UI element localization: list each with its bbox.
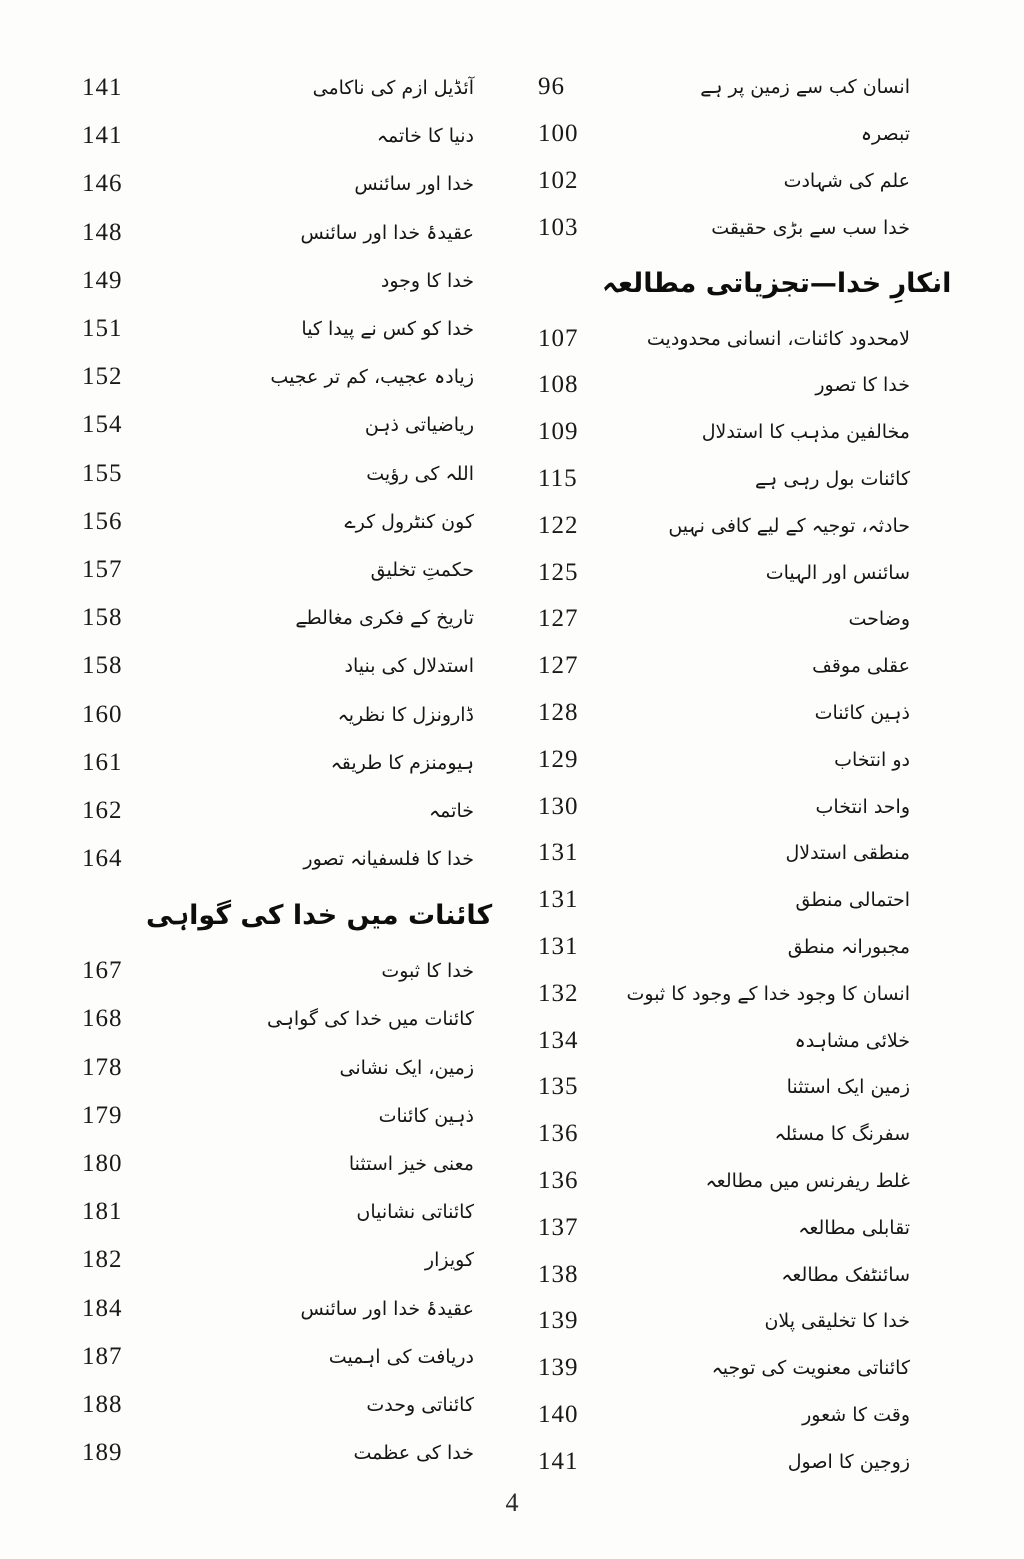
entry-title: عقیدۂ خدا اور سائنس <box>300 221 474 244</box>
toc-entry <box>82 739 474 787</box>
entry-title: مخالفین مذہب کا استدلال <box>701 421 910 444</box>
entry-title: کائناتی نشانیاں <box>356 1201 474 1224</box>
entry-page-number: 168 <box>82 1005 123 1033</box>
toc-entry <box>82 209 474 257</box>
entry-page-number: 129 <box>538 745 579 773</box>
entry-page-number: 155 <box>82 459 123 487</box>
entry-title: زوجین کا اصول <box>787 1450 910 1473</box>
entry-title: حادثہ، توجیہ کے لیے کافی نہیں <box>668 514 910 537</box>
toc-entry <box>538 924 910 971</box>
entry-page-number: 182 <box>82 1246 123 1274</box>
footer-page-number: 4 <box>505 1488 519 1517</box>
entry-title: دنیا کا خاتمہ <box>376 125 474 148</box>
toc-entry <box>538 596 910 643</box>
entry-page-number: 149 <box>82 266 123 294</box>
toc-entry <box>82 401 474 449</box>
entry-title: کائنات بول رہی ہے <box>755 467 910 490</box>
entry-title: تاریخ کے فکری مغالطے <box>295 607 474 630</box>
entry-page-number: 136 <box>538 1120 579 1148</box>
toc-entry <box>82 1044 474 1092</box>
section-heading-title: انکارِ خدا—تجزیاتی مطالعہ <box>602 267 952 299</box>
entry-page-number: 127 <box>538 652 579 680</box>
toc-entry <box>538 1345 910 1392</box>
entry-page-number: 146 <box>82 170 123 198</box>
entry-title: وقت کا شعور <box>802 1403 910 1426</box>
entry-page-number: 162 <box>82 796 123 824</box>
toc-entry <box>82 305 474 353</box>
entry-title: ریاضیاتی ذہن <box>364 414 474 437</box>
toc-entry <box>82 1333 474 1381</box>
entry-page-number: 136 <box>538 1166 579 1194</box>
entry-title: دریافت کی اہمیت <box>328 1345 474 1368</box>
toc-entry <box>82 450 474 498</box>
toc-entry <box>538 1438 910 1485</box>
toc-entry <box>82 160 474 208</box>
entry-page-number: 107 <box>538 324 579 352</box>
entry-title: خدا کا تصور <box>815 374 910 397</box>
entry-page-number: 108 <box>538 371 579 399</box>
toc-entry <box>82 594 474 642</box>
entry-page-number: 156 <box>82 507 123 535</box>
entry-page-number: 167 <box>82 957 123 985</box>
entry-title: انسان کب سے زمین پر ہے <box>700 76 910 99</box>
toc-section-heading <box>82 883 493 947</box>
entry-page-number: 152 <box>82 363 123 391</box>
entry-page-number: 128 <box>538 698 579 726</box>
entry-title: تبصرہ <box>860 123 910 146</box>
entry-title: اللہ کی رؤیت <box>366 462 474 485</box>
entry-page-number: 130 <box>538 792 579 820</box>
entry-page-number: 131 <box>538 886 579 914</box>
toc-entry <box>538 830 910 877</box>
entry-title: کائناتی معنویت کی توجیہ <box>711 1357 910 1380</box>
entry-page-number: 137 <box>538 1213 579 1241</box>
toc-entry <box>82 112 474 160</box>
entry-title: حکمتِ تخلیق <box>370 558 474 581</box>
entry-page-number: 138 <box>538 1260 579 1288</box>
toc-entry <box>82 1188 474 1236</box>
entry-title: خدا اور سائنس <box>354 173 474 196</box>
toc-entry <box>82 1429 474 1477</box>
toc-entry <box>538 1017 910 1064</box>
toc-entry <box>82 1236 474 1284</box>
entry-title: خدا کو کس نے پیدا کیا <box>301 318 474 341</box>
entry-title: غلط ریفرنس میں مطالعہ <box>705 1169 910 1192</box>
entry-page-number: 157 <box>82 555 123 583</box>
section-heading-title: کائنات میں خدا کی گواہی <box>146 899 493 931</box>
toc-entry <box>538 643 910 690</box>
entry-page-number: 134 <box>538 1026 579 1054</box>
toc-entry <box>538 1298 910 1345</box>
entry-title: استدلال کی بنیاد <box>344 655 474 678</box>
toc-entry <box>538 736 910 783</box>
entry-page-number: 96 <box>538 73 565 101</box>
entry-title: آئڈیل ازم کی ناکامی <box>312 77 474 100</box>
entry-title: خدا کا وجود <box>380 269 474 292</box>
entry-title: سائنس اور الہیات <box>765 561 910 584</box>
entry-title: ذہین کائنات <box>814 701 910 724</box>
entry-page-number: 102 <box>538 166 579 194</box>
toc-entry <box>82 257 474 305</box>
toc-entry <box>538 549 910 596</box>
entry-title: کویزار <box>424 1249 474 1272</box>
entry-title: زمین ایک استثنا <box>786 1076 910 1099</box>
entry-title: خدا کا تخلیقی پلان <box>764 1310 910 1333</box>
entry-title: مجبورانہ منطق <box>787 935 910 958</box>
entry-title: خدا کا ثبوت <box>381 960 474 983</box>
entry-page-number: 179 <box>82 1101 123 1129</box>
toc-entry <box>82 1381 474 1429</box>
entry-title: منطقی استدلال <box>785 842 910 865</box>
entry-title: خدا کا فلسفیانہ تصور <box>303 848 474 871</box>
entry-title: تقابلی مطالعہ <box>798 1216 910 1239</box>
toc-entry <box>538 1392 910 1439</box>
entry-page-number: 100 <box>538 120 579 148</box>
entry-title: لامحدود کائنات، انسانی محدودیت <box>646 327 910 350</box>
entry-title: خاتمہ <box>429 799 474 822</box>
entry-title: ذہین کائنات <box>378 1104 474 1127</box>
entry-title: معنی خیز استثنا <box>348 1153 474 1176</box>
entry-title: کائناتی وحدت <box>366 1393 474 1416</box>
toc-entry <box>82 835 474 883</box>
toc-entry <box>538 1064 910 1111</box>
toc-column-left <box>82 64 493 1477</box>
toc-entry <box>538 1158 910 1205</box>
entry-title: کون کنٹرول کرے <box>344 510 474 533</box>
entry-title: عقلی موقف <box>812 655 910 678</box>
toc-entry <box>538 783 910 830</box>
toc-entry <box>538 111 910 158</box>
entry-page-number: 154 <box>82 411 123 439</box>
entry-page-number: 125 <box>538 558 579 586</box>
entry-page-number: 151 <box>82 315 123 343</box>
entry-page-number: 178 <box>82 1053 123 1081</box>
toc-entry <box>538 456 910 503</box>
entry-title: خدا کی عظمت <box>353 1442 474 1465</box>
entry-page-number: 141 <box>82 122 123 150</box>
entry-title: ڈارونزل کا نظریہ <box>337 703 474 726</box>
toc-entry <box>538 690 910 737</box>
entry-title: احتمالی منطق <box>795 889 910 912</box>
toc-entry <box>82 64 474 112</box>
toc-entry <box>82 787 474 835</box>
entry-page-number: 148 <box>82 218 123 246</box>
entry-page-number: 141 <box>538 1447 579 1475</box>
entry-page-number: 180 <box>82 1150 123 1178</box>
toc-column-right <box>538 64 952 1485</box>
entry-page-number: 131 <box>538 932 579 960</box>
toc-entry <box>82 642 474 690</box>
entry-page-number: 187 <box>82 1342 123 1370</box>
toc-entry <box>538 502 910 549</box>
entry-title: زیادہ عجیب، کم تر عجیب <box>270 366 474 389</box>
entry-page-number: 115 <box>538 464 578 492</box>
toc-entry <box>538 970 910 1017</box>
entry-page-number: 139 <box>538 1354 579 1382</box>
entry-page-number: 164 <box>82 845 123 873</box>
toc-entry <box>538 1204 910 1251</box>
toc-entry <box>82 353 474 401</box>
toc-entry <box>82 546 474 594</box>
toc-entry <box>538 409 910 456</box>
toc-entry <box>82 690 474 738</box>
entry-page-number: 181 <box>82 1198 123 1226</box>
entry-title: خدا سب سے بڑی حقیقت <box>711 216 910 239</box>
toc-entry <box>538 877 910 924</box>
entry-title: علم کی شہادت <box>783 169 910 192</box>
toc-entry <box>82 1140 474 1188</box>
entry-title: سائنٹفک مطالعہ <box>781 1263 910 1286</box>
toc-entry <box>538 1251 910 1298</box>
entry-page-number: 158 <box>82 652 123 680</box>
entry-title: خلائی مشاہدہ <box>794 1029 910 1052</box>
entry-page-number: 122 <box>538 511 579 539</box>
toc-entry <box>538 64 910 111</box>
toc-entry <box>538 158 910 205</box>
entry-title: دو انتخاب <box>834 748 910 771</box>
entry-page-number: 103 <box>538 213 579 241</box>
entry-page-number: 140 <box>538 1400 579 1428</box>
entry-title: زمین، ایک نشانی <box>339 1056 474 1079</box>
entry-page-number: 132 <box>538 979 579 1007</box>
entry-page-number: 158 <box>82 604 123 632</box>
entry-page-number: 189 <box>82 1439 123 1467</box>
toc-entry <box>82 1285 474 1333</box>
entry-page-number: 135 <box>538 1073 579 1101</box>
entry-title: سفرنگ کا مسئلہ <box>774 1123 910 1146</box>
toc-entry <box>82 947 474 995</box>
entry-page-number: 109 <box>538 418 579 446</box>
entry-page-number: 184 <box>82 1294 123 1322</box>
toc-entry <box>82 995 474 1043</box>
entry-page-number: 188 <box>82 1390 123 1418</box>
toc-entry <box>538 315 910 362</box>
toc-entry <box>82 1092 474 1140</box>
entry-title: واحد انتخاب <box>815 795 910 818</box>
entry-page-number: 161 <box>82 748 123 776</box>
entry-title: ہیومنزم کا طریقہ <box>330 751 474 774</box>
toc-entry <box>82 498 474 546</box>
entry-page-number: 139 <box>538 1307 579 1335</box>
entry-title: انسان کا وجود خدا کے وجود کا ثبوت <box>626 982 910 1005</box>
entry-title: وضاحت <box>848 608 910 631</box>
entry-title: عقیدۂ خدا اور سائنس <box>300 1297 474 1320</box>
toc-section-heading <box>538 251 952 315</box>
toc-entry <box>538 362 910 409</box>
toc-entry <box>538 204 910 251</box>
entry-page-number: 131 <box>538 839 579 867</box>
entry-page-number: 141 <box>82 74 123 102</box>
entry-title: کائنات میں خدا کی گواہی <box>266 1008 474 1031</box>
entry-page-number: 127 <box>538 605 579 633</box>
entry-page-number: 160 <box>82 700 123 728</box>
toc-entry <box>538 1111 910 1158</box>
